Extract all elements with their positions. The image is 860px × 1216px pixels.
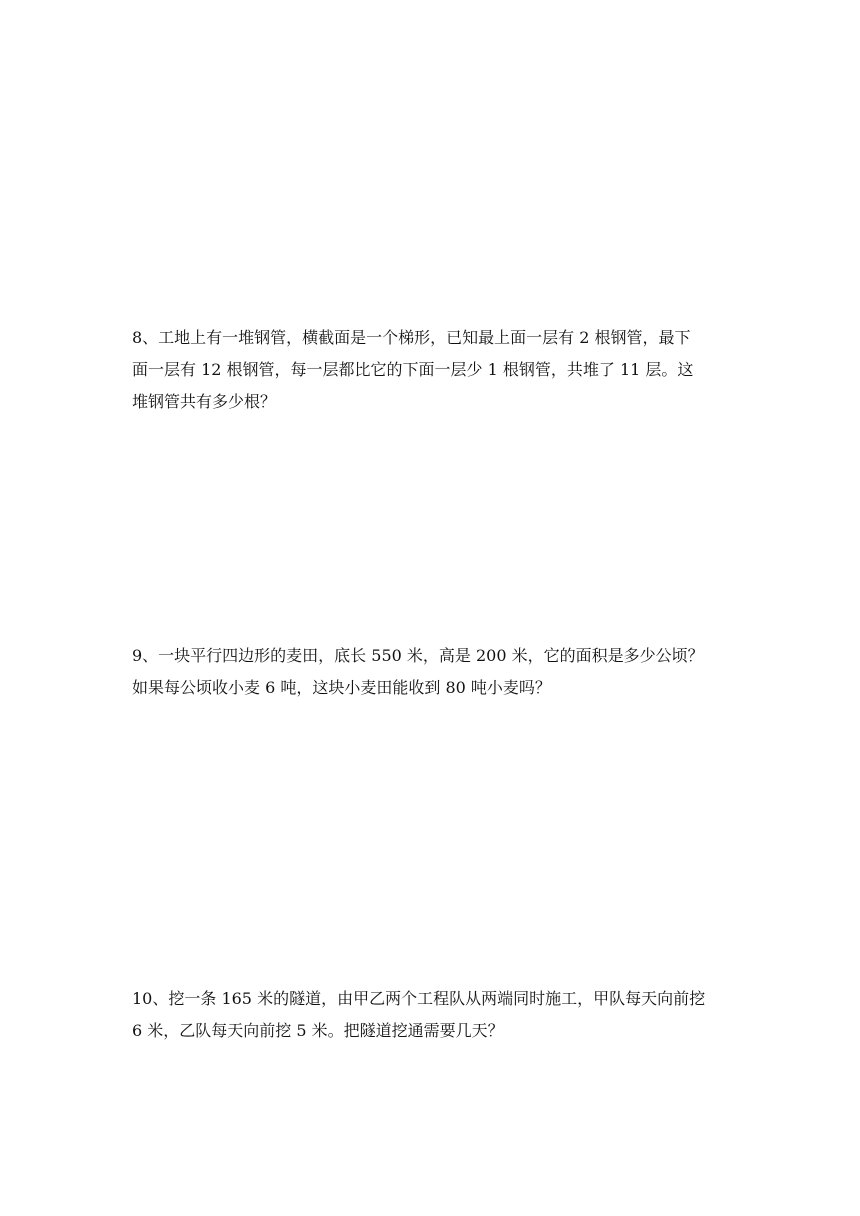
problem-8-line-2: 面一层有 12 根钢管，每一层都比它的下面一层少 1 根钢管，共堆了 11 层。这 (132, 360, 694, 379)
problem-10-line-2: 6 米，乙队每天向前挖 5 米。把隧道挖通需要几天？ (132, 1021, 504, 1040)
problem-8 (132, 322, 742, 418)
problem-9-line-2: 如果每公顷收小麦 6 吨，这块小麦田能收到 80 吨小麦吗？ (132, 678, 551, 697)
problem-9-line-1: 9、一块平行四边形的麦田，底长 550 米，高是 200 米，它的面积是多少公顷？ (132, 646, 704, 665)
problem-9 (132, 640, 742, 704)
problem-10 (132, 983, 742, 1047)
problem-8-line-1: 8、工地上有一堆钢管，横截面是一个梯形，已知最上面一层有 2 根钢管，最下 (132, 328, 691, 347)
problem-8-line-3: 堆钢管共有多少根？ (132, 392, 277, 411)
problem-10-line-1: 10、挖一条 165 米的隧道，由甲乙两个工程队从两端同时施工，甲队每天向前挖 (132, 989, 706, 1008)
